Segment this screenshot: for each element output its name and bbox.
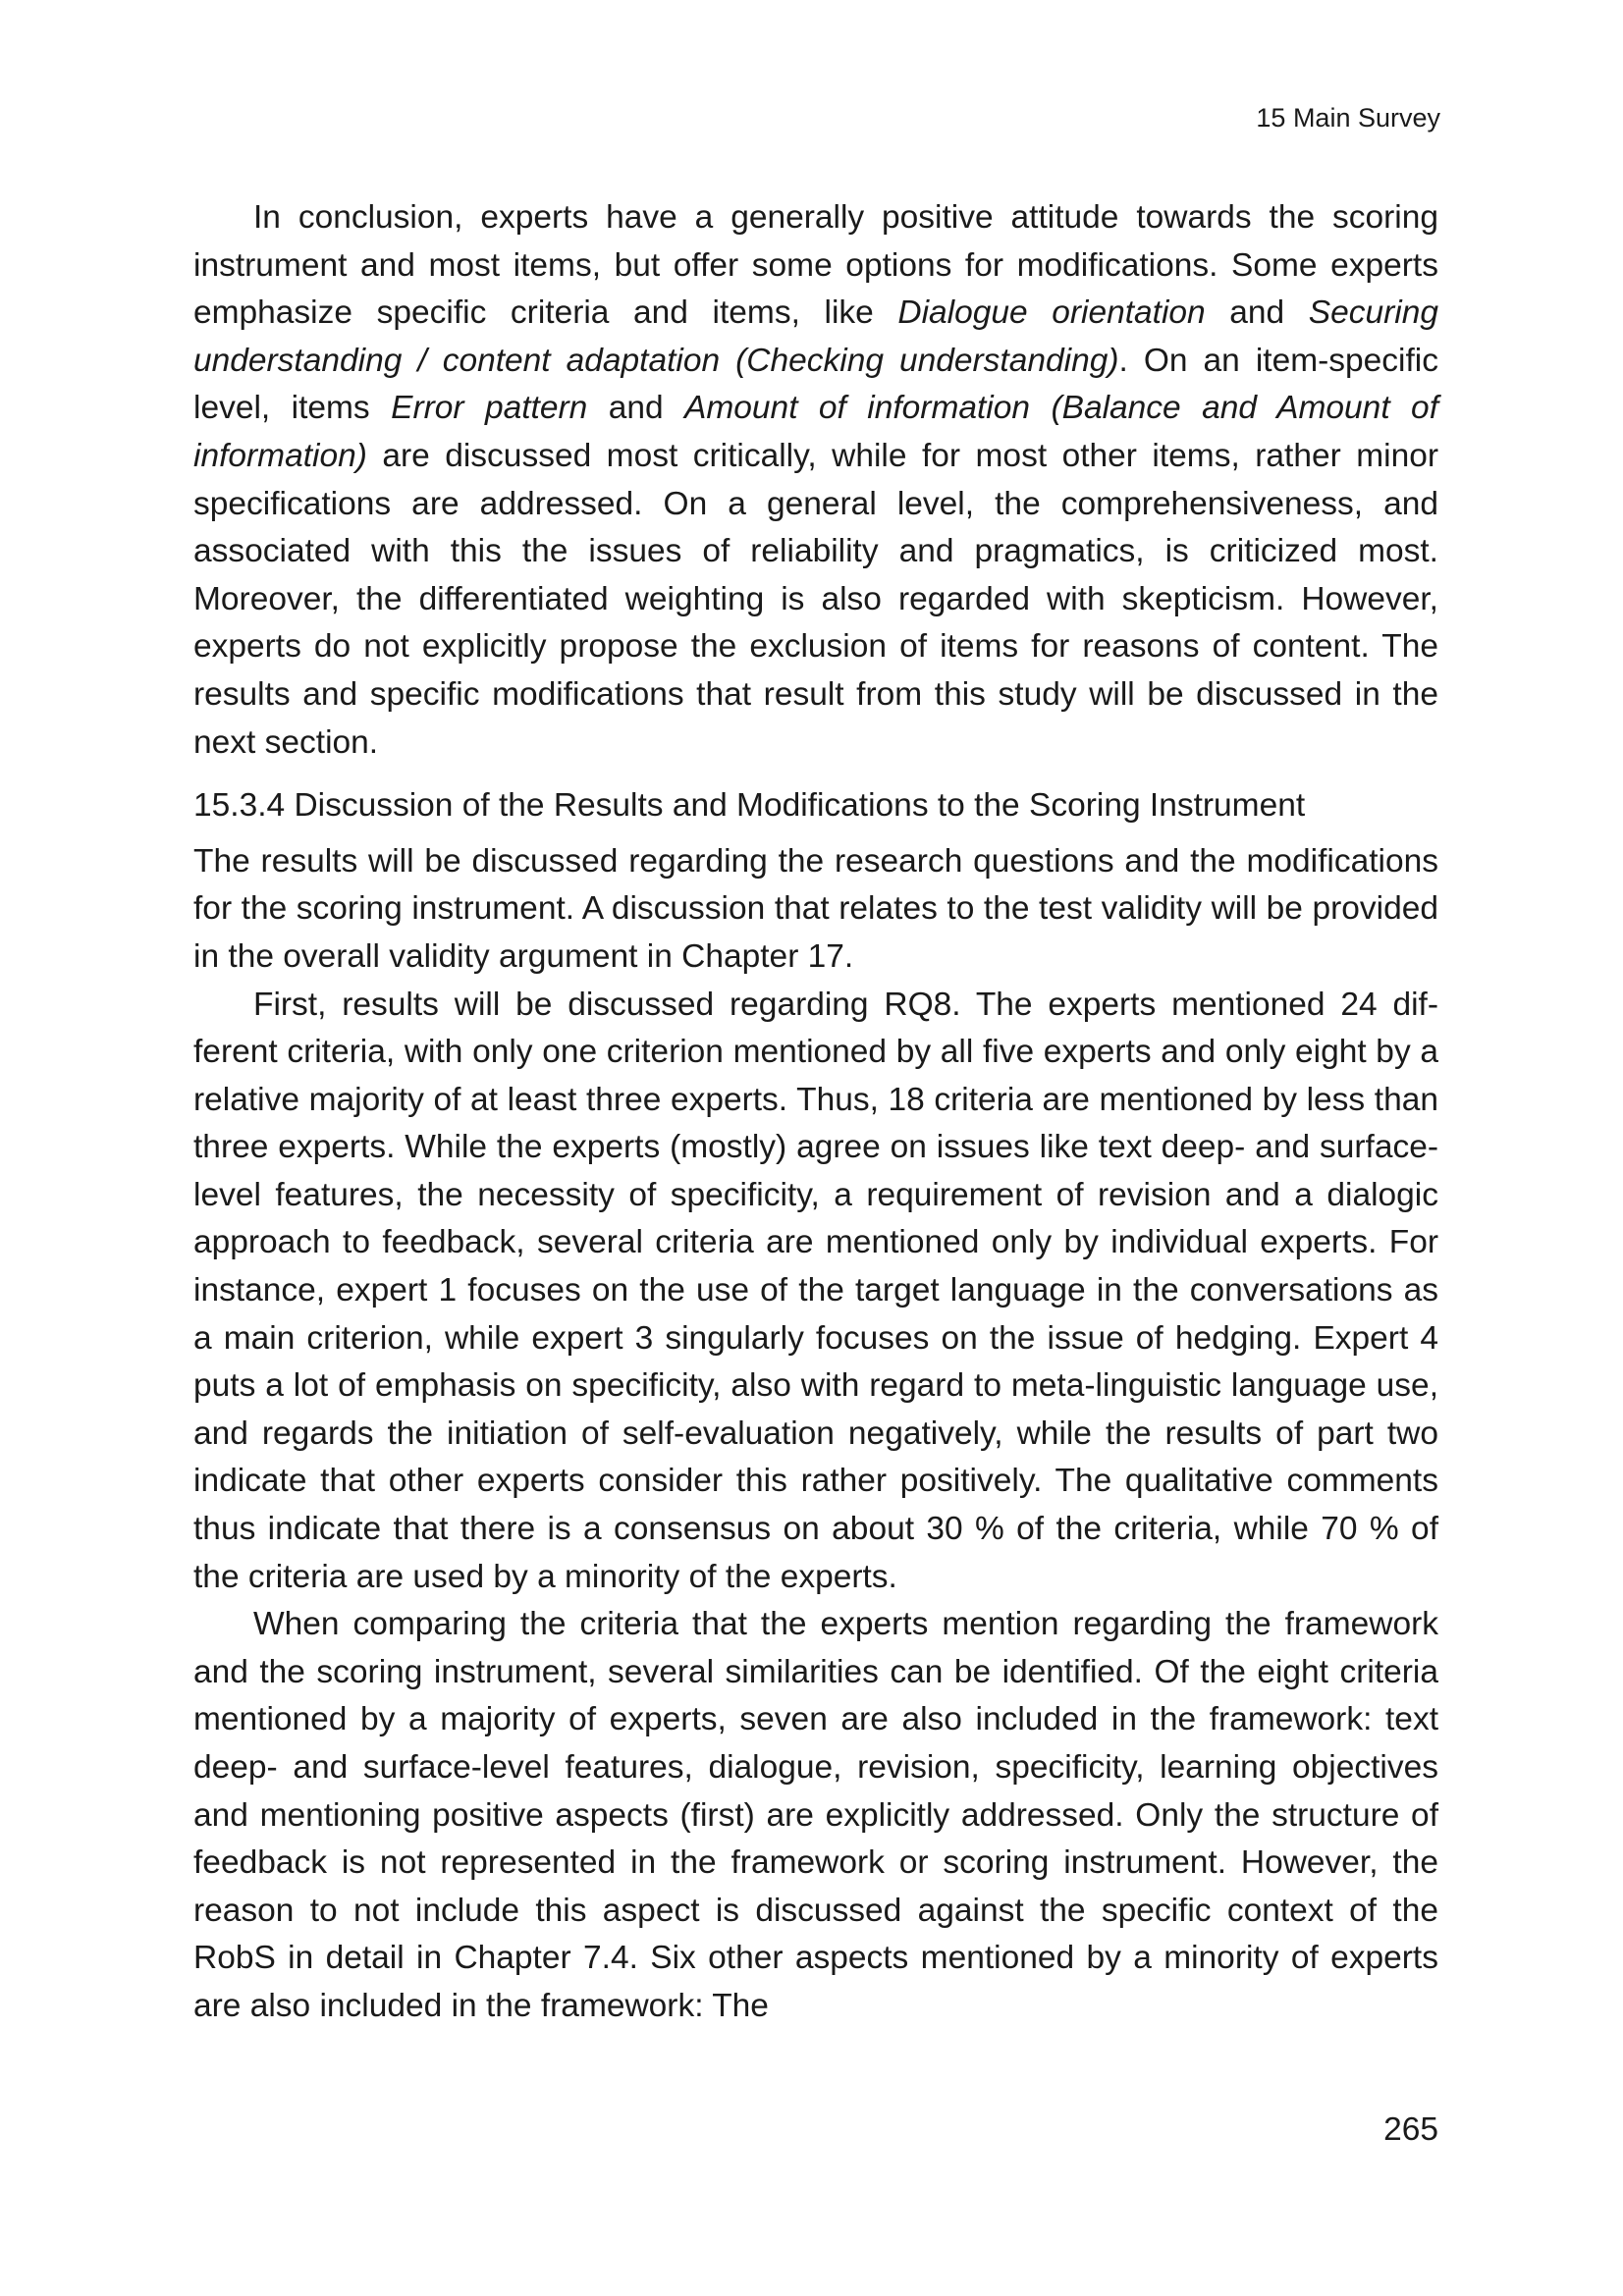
text-span: and (1205, 294, 1309, 332)
running-head: 15 Main Survey (1256, 103, 1440, 133)
text-span: and (587, 390, 685, 427)
italic-term: Securing understanding / content adaptation (Checking understanding) (193, 294, 1439, 379)
italic-term: Error pattern (391, 390, 588, 427)
page-number: 265 (1383, 2111, 1438, 2148)
paragraph-rq8: First, results will be discussed regarding RQ8. The experts mentioned 24 different criteria, with only one criterion mentioned by all five experts and only eight by a relative majority of at least three experts. Thus, 18 criteria are mentioned by less than three experts. While the experts (mostly) agree on issues like text deep- and surface-level features, the necessity of specificity, a requirement of revision and a dialogic approach to feedback, several criteria are mentioned only by individual experts. For instance, expert 1 focuses on the use of the target language in the conversations as a main criterion, while expert 3 singularly focuses on the issue of hedging. Expert 4 puts a lot of emphasis on specificity, also with regard to meta-linguistic language use, and regards the initiation of self-evaluation negatively, while the results of part two indicate that other experts consider this rather positively. The qualitative comments thus indicate that there is a consensus on about 30 % of the criteria, while 70 % of the criteria are used by a minority of the experts. (193, 986, 1438, 1595)
text-span: . On an item-specific level, items (193, 342, 1438, 427)
section-heading: 15.3.4 Discussion of the Results and Modifications to the Scoring Instrument (193, 787, 1306, 825)
paragraph-intro: The results will be discussed regarding the research questions and the modifications for the scoring instrument. A discussion that relates to the test validity will be provided in the overall validity argument in Chapter 17. (193, 842, 1438, 975)
page-body (193, 194, 1438, 2031)
italic-term: Amount of information (Balance and Amount of information) (193, 390, 1438, 474)
italic-term: Dialogue orientation (897, 294, 1206, 332)
paragraph-comparison: When comparing the criteria that the experts mention regarding the framework and the scoring instrument, several similarities can be identified. Of the eight criteria mentioned by a majority of experts, seven are also included in the framework: text deep- and surface-level features, dialogue, revision, specificity, learning objectives and mentioning positive aspects (first) are explicitly addressed. Only the structure of feedback is not represented in the framework or scoring instrument. However, the reason to not include this aspect is discussed against the specific context of the RobS in detail in Chapter 7.4. Six other aspects mentioned by a minority of experts are also included in the framework: The (193, 1606, 1438, 2024)
text-span: are discussed most critically, while for most other items, rather minor specifications are addressed. On a general level, the comprehensiveness, and associated with this the issues of reliability and pragmatics, is criticized most. Moreover, the differentiated weighting is also regarded with skepticism. However, experts do not explicitly propose the exclusion of items for reasons of content. The results and specific modifications that result from this study will be discussed in the next section. (193, 437, 1438, 761)
text-span: In conclusion, experts have a generally positive attitude towards the scoring instrument and most items, but offer some options for modifications. Some experts emphasize specific criteria and items, like (193, 199, 1438, 332)
paragraph-conclusion (193, 194, 1438, 767)
